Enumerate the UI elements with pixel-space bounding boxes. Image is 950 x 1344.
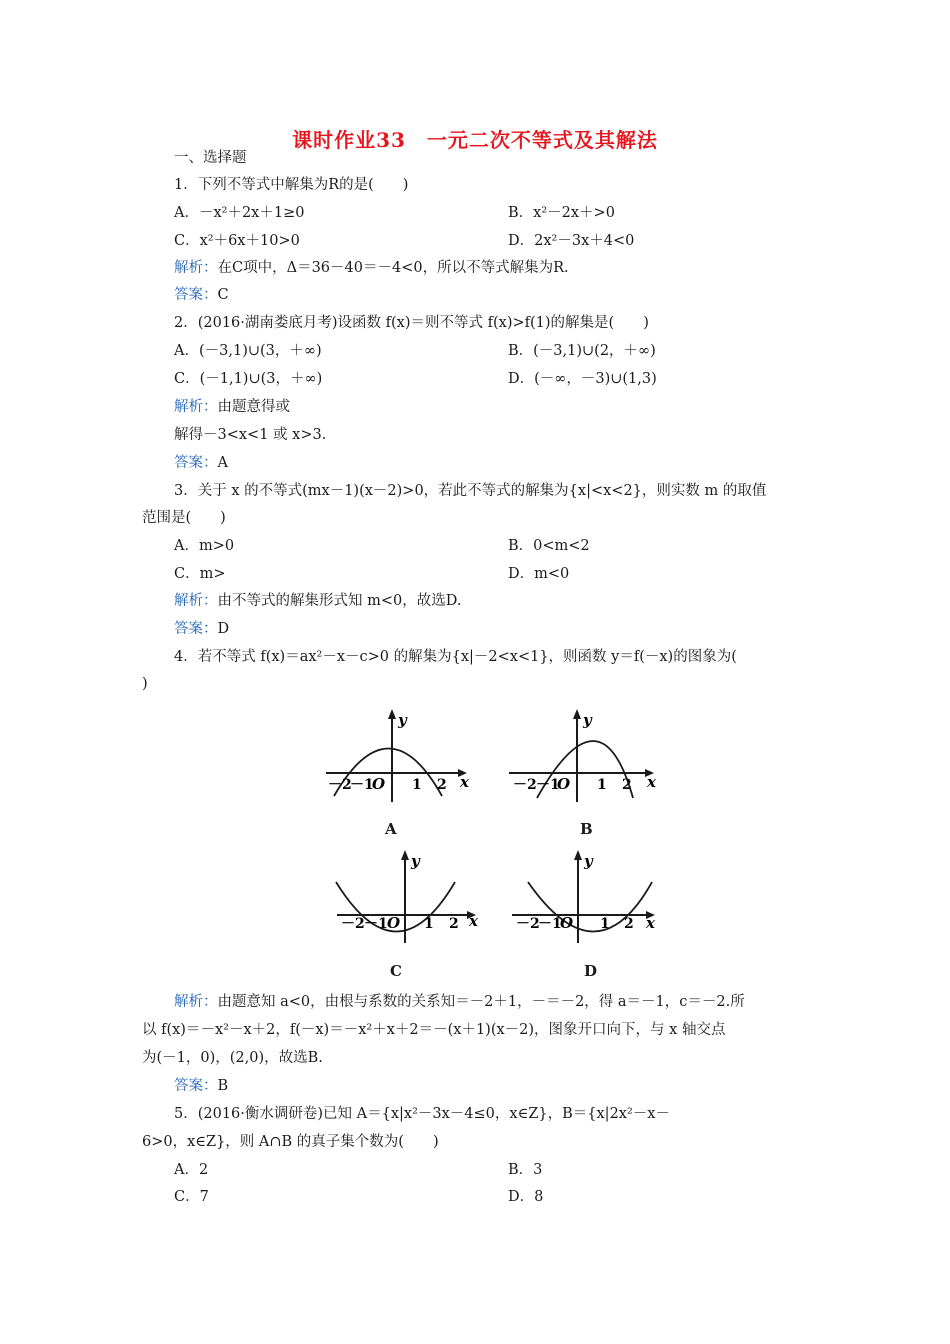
q2-option-b: B．(－3,1)∪(2，＋∞) (508, 343, 656, 359)
analysis-text: 由题意得或 (217, 399, 290, 415)
answer-text: C (217, 287, 229, 303)
analysis-label: 解析： (174, 593, 218, 609)
analysis-label: 解析： (174, 399, 218, 415)
tick-label-neg2: －2 (328, 777, 352, 793)
q4-stem: 4．若不等式 f(x)＝ax²－x－c>0 的解集为{x|－2<x<1}，则函数 y＝f(－x)的图象为( (174, 649, 737, 665)
answer-label: 答案： (174, 1078, 218, 1094)
q1-stem: 1．下列不等式中解集为R的是( ) (174, 177, 409, 193)
page-title: 课时作业33 一元二次不等式及其解法 (292, 128, 658, 152)
origin-label: O (372, 775, 386, 793)
q2-option-d: D．(－∞，－3)∪(1,3) (508, 371, 657, 387)
q5-option-d: D．8 (508, 1189, 544, 1205)
graph-d-plot (508, 845, 663, 945)
analysis-text: 由不等式的解集形式知 m<0，故选D. (217, 593, 462, 609)
tick-label-neg2: －2 (513, 777, 537, 793)
y-axis-label: y (398, 711, 407, 729)
graph-a (322, 706, 472, 806)
graph-b (505, 706, 660, 806)
tick-label-2: 2 (624, 916, 634, 932)
x-axis-label: x (469, 912, 478, 930)
q4-analysis-3: 为(－1，0)，(2,0)，故选B. (142, 1050, 323, 1066)
tick-label-2: 2 (437, 777, 447, 793)
y-axis-label: y (584, 852, 593, 870)
q3-stem-2: 范围是( ) (142, 510, 226, 526)
y-axis-label: y (583, 711, 592, 729)
analysis-label: 解析： (174, 260, 218, 276)
answer-label: 答案： (174, 455, 218, 471)
q1-option-d: D．2x²－3x＋4<0 (508, 233, 635, 249)
q5-stem-2: 6>0，x∈Z}，则 A∩B 的真子集个数为( ) (142, 1134, 439, 1150)
answer-text: D (217, 621, 230, 637)
q5-stem: 5．(2016·衡水调研卷)已知 A＝{x|x²－3x－4≤0，x∈Z}，B＝{x|2x²－x－ (174, 1106, 670, 1122)
q3-stem: 3．关于 x 的不等式(mx－1)(x－2)>0，若此不等式的解集为{x|<x<2}，则实数 m 的取值 (174, 483, 767, 499)
q1-option-b: B．x²－2x＋>0 (508, 205, 615, 221)
q2-analysis-2: 解得－3<x<1 或 x>3. (174, 427, 327, 443)
tick-label-2: 2 (622, 777, 632, 793)
q2-stem: 2．(2016·湖南娄底月考)设函数 f(x)＝则不等式 f(x)>f(1)的解集是( ) (174, 315, 649, 331)
analysis-label: 解析： (174, 994, 218, 1010)
graph-c-plot (333, 845, 483, 945)
q3-option-d: D．m<0 (508, 566, 570, 582)
x-axis-label: x (646, 914, 655, 932)
q4-analysis (174, 992, 745, 1012)
tick-label-1: 1 (597, 777, 607, 793)
tick-label-1: 1 (600, 916, 610, 932)
q2-analysis (174, 397, 290, 417)
graph-b-label: B (580, 820, 593, 838)
x-axis-label: x (460, 773, 469, 791)
graph-a-plot (322, 706, 472, 806)
q1-answer (174, 285, 229, 305)
q5-option-a: A．2 (174, 1162, 209, 1178)
analysis-text: 在C项中，Δ＝36－40＝－4<0，所以不等式解集为R. (217, 260, 569, 276)
q3-answer (174, 619, 229, 639)
graph-b-plot (505, 706, 660, 806)
tick-label-neg1: －1 (364, 916, 388, 932)
tick-label-neg1: －1 (538, 916, 562, 932)
q2-option-a: A．(－3,1)∪(3，＋∞) (174, 343, 322, 359)
q3-option-a: A．m>0 (174, 538, 235, 554)
y-axis-label: y (411, 852, 420, 870)
q4-answer (174, 1076, 228, 1096)
tick-label-neg1: －1 (350, 777, 374, 793)
tick-label-neg2: －2 (516, 916, 540, 932)
q1-option-a: A．－x²＋2x＋1≥0 (174, 205, 305, 221)
x-axis-label: x (647, 773, 656, 791)
origin-label: O (560, 914, 574, 932)
q3-option-b: B．0<m<2 (508, 538, 590, 554)
q3-option-c: C．m> (174, 566, 226, 582)
answer-text: A (217, 455, 228, 471)
q1-option-c: C．x²＋6x＋10>0 (174, 233, 300, 249)
q2-answer (174, 453, 228, 473)
tick-label-2: 2 (449, 916, 459, 932)
q3-analysis (174, 591, 461, 611)
tick-label-neg2: －2 (341, 916, 365, 932)
graph-d-label: D (584, 962, 598, 980)
tick-label-1: 1 (424, 916, 434, 932)
answer-label: 答案： (174, 621, 218, 637)
tick-label-neg1: －1 (536, 777, 560, 793)
graph-c-label: C (390, 962, 402, 980)
analysis-text: 由题意知 a<0，由根与系数的关系知＝－2＋1，－＝－2，得 a＝－1，c＝－2.所 (217, 994, 745, 1010)
q4-analysis-2: 以 f(x)＝－x²－x＋2，f(－x)＝－x²＋x＋2＝－(x＋1)(x－2)，图象开口向下，与 x 轴交点 (142, 1022, 726, 1038)
origin-label: O (387, 914, 401, 932)
graph-a-label: A (385, 820, 397, 838)
answer-label: 答案： (174, 287, 218, 303)
section-heading: 一、选择题 (174, 150, 247, 166)
q5-option-c: C．7 (174, 1189, 209, 1205)
graph-c (333, 845, 483, 945)
q5-option-b: B．3 (508, 1162, 543, 1178)
q4-stem-2: ) (142, 676, 148, 692)
q2-option-c: C．(－1,1)∪(3，＋∞) (174, 371, 323, 387)
q1-analysis (174, 258, 569, 278)
tick-label-1: 1 (412, 777, 422, 793)
origin-label: O (557, 775, 571, 793)
graph-d (508, 845, 663, 945)
answer-text: B (217, 1078, 229, 1094)
